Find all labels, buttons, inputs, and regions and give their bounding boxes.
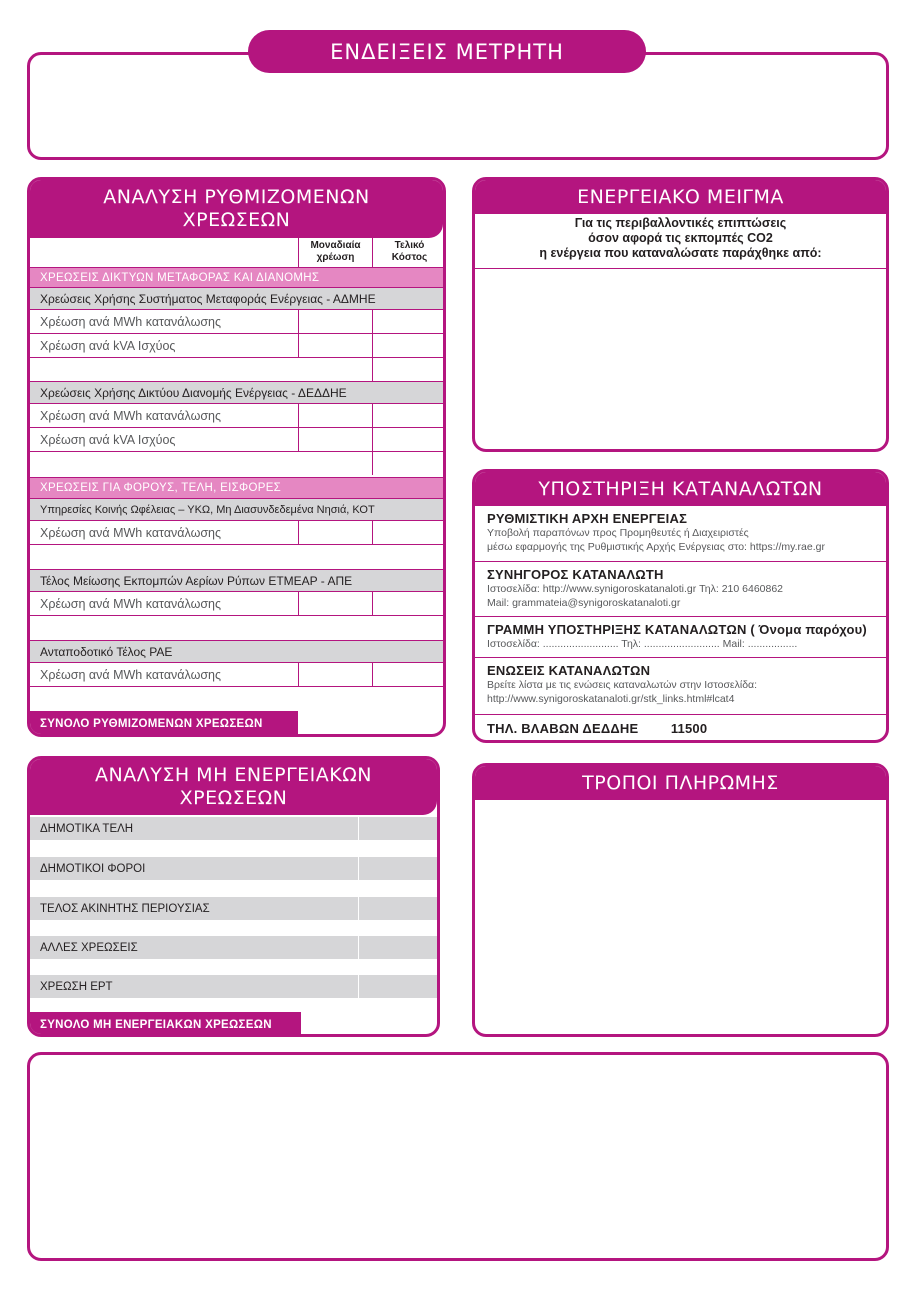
- ombudsman-block: [475, 567, 886, 610]
- non-energy-row: [30, 897, 437, 920]
- non-energy-item-label: ΧΡΕΩΣΗ ΕΡΤ: [40, 980, 113, 993]
- table-row: Χρέωση ανά MWh κατανάλωσης: [30, 403, 443, 427]
- hotline-title: ΓΡΑΜΜΗ ΥΠΟΣΤΗΡΙΞΗΣ ΚΑΤΑΝΑΛΩΤΩΝ ( Όνομα παρόχου): [487, 622, 867, 637]
- divider: [475, 714, 886, 715]
- notes-box: [27, 1052, 889, 1261]
- table-row: Χρέωση ανά MWh κατανάλωσης: [30, 520, 443, 544]
- regulated-total-label: ΣΥΝΟΛΟ ΡΥΘΜΙΖΟΜΕΝΩΝ ΧΡΕΩΣΕΩΝ: [30, 711, 298, 737]
- table-row-empty: [30, 357, 443, 381]
- non-energy-charges-panel: [27, 756, 440, 1037]
- non-energy-item-label: ΤΕΛΟΣ ΑΚΙΝΗΤΗΣ ΠΕΡΙΟΥΣΙΑΣ: [40, 902, 210, 915]
- table-row-empty: [30, 451, 443, 475]
- faults-line: [475, 720, 886, 738]
- section-distribution: Χρεώσεις Χρήσης Δικτύου Διανομής Ενέργειας - ΔΕΔΔΗΕ: [30, 381, 443, 403]
- energy-mix-panel: [472, 177, 889, 452]
- column-divider: [372, 520, 373, 544]
- rae-block: [475, 511, 886, 554]
- table-row-empty: [30, 544, 443, 569]
- column-divider: [358, 817, 359, 840]
- column-header-unit-charge: Μοναδιαία χρέωση: [310, 240, 361, 263]
- section-etmear: Τέλος Μείωσης Εκπομπών Αερίων Ρύπων ΕΤΜΕΑΡ - ΑΠΕ: [30, 569, 443, 591]
- section-rae-fee: Ανταποδοτικό Τέλος ΡΑΕ: [30, 640, 443, 662]
- ombudsman-text: Ιστοσελίδα: http://www.synigoroskatanaloti.gr Τηλ: 210 6460862: [487, 583, 784, 595]
- divider: [475, 268, 886, 269]
- non-energy-row: [30, 936, 437, 959]
- non-energy-title-line1: ΑΝΑΛΥΣΗ ΜΗ ΕΝΕΡΓΕΙΑΚΩΝ: [95, 764, 372, 786]
- unions-block: [475, 663, 886, 706]
- faults-number: 11500: [670, 721, 708, 736]
- divider: [475, 561, 886, 562]
- non-energy-total-label: ΣΥΝΟΛΟ ΜΗ ΕΝΕΡΓΕΙΑΚΩΝ ΧΡΕΩΣΕΩΝ: [30, 1012, 301, 1037]
- band-taxes: ΧΡΕΩΣΕΙΣ ΓΙΑ ΦΟΡΟΥΣ, ΤΕΛΗ, ΕΙΣΦΟΡΕΣ: [30, 477, 443, 498]
- regulated-charges-header: [30, 180, 443, 238]
- unions-title: ΕΝΩΣΕΙΣ ΚΑΤΑΝΑΛΩΤΩΝ: [487, 663, 651, 678]
- rae-text: Υποβολή παραπόνων προς Προμηθευτές ή Διαχειριστές: [487, 527, 749, 539]
- column-divider: [358, 897, 359, 920]
- column-divider: [298, 238, 299, 267]
- table-row-empty: [30, 615, 443, 640]
- regulated-charges-title-line1: ΑΝΑΛΥΣΗ ΡΥΘΜΙΖΟΜΕΝΩΝ: [103, 186, 370, 208]
- non-energy-header: [30, 759, 437, 815]
- table-row: Χρέωση ανά kVA Ισχύος: [30, 333, 443, 357]
- column-divider: [372, 309, 373, 381]
- column-divider: [298, 662, 299, 686]
- unions-text: Βρείτε λίστα με τις ενώσεις καταναλωτών στην Ιστοσελίδα:: [487, 679, 758, 691]
- column-divider: [372, 591, 373, 615]
- non-energy-item-label: ΑΛΛΕΣ ΧΡΕΩΣΕΙΣ: [40, 941, 138, 954]
- ombudsman-text: Mail: grammateia@synigoroskatanaloti.gr: [487, 597, 681, 609]
- meter-readings-title: ΕΝΔΕΙΞΕΙΣ ΜΕΤΡΗΤΗ: [248, 30, 646, 73]
- band-networks: ΧΡΕΩΣΕΙΣ ΔΙΚΤΥΩΝ ΜΕΤΑΦΟΡΑΣ ΚΑΙ ΔΙΑΝΟΜΗΣ: [30, 267, 443, 287]
- payment-methods-panel: [472, 763, 889, 1037]
- regulated-charges-title-line2: ΧΡΕΩΣΕΩΝ: [182, 209, 291, 231]
- regulated-charges-panel: [27, 177, 446, 737]
- table-row: Χρέωση ανά kVA Ισχύος: [30, 427, 443, 451]
- consumer-support-panel: [472, 469, 889, 743]
- divider: [475, 616, 886, 617]
- column-divider: [358, 936, 359, 959]
- table-row: Χρέωση ανά MWh κατανάλωσης: [30, 591, 443, 615]
- column-divider: [358, 975, 359, 998]
- column-divider: [358, 857, 359, 880]
- non-energy-row: [30, 975, 437, 998]
- section-transmission: Χρεώσεις Χρήσης Συστήματος Μεταφοράς Ενέργειας - ΑΔΜΗΕ: [30, 287, 443, 309]
- unions-text: http://www.synigoroskatanaloti.gr/stk_links.html#lcat4: [487, 693, 735, 705]
- energy-mix-description: Για τις περιβαλλοντικές επιπτώσεις όσον αφορά τις εκπομπές CO2 η ενέργεια που καταναλώσατε παράχθηκε από:: [539, 216, 822, 260]
- non-energy-row: [30, 817, 437, 840]
- column-divider: [372, 403, 373, 475]
- column-divider: [298, 591, 299, 615]
- energy-mix-header: ΕΝΕΡΓΕΙΑΚΟ ΜΕΙΓΜΑ: [475, 180, 886, 214]
- rae-text: μέσω εφαρμογής της Ρυθμιστικής Αρχής Ενέργειας στο: https://my.rae.gr: [487, 541, 825, 553]
- column-divider: [298, 403, 299, 451]
- divider: [475, 657, 886, 658]
- table-row: Χρέωση ανά MWh κατανάλωσης: [30, 662, 443, 686]
- column-divider: [298, 309, 299, 357]
- column-header-final-cost: Τελικό Κόστος: [391, 240, 428, 263]
- ombudsman-title: ΣΥΝΗΓΟΡΟΣ ΚΑΤΑΝΑΛΩΤΗ: [487, 567, 664, 582]
- non-energy-row: [30, 857, 437, 880]
- table-row: Χρέωση ανά MWh κατανάλωσης: [30, 309, 443, 333]
- hotline-block: [475, 622, 886, 651]
- non-energy-title-line2: ΧΡΕΩΣΕΩΝ: [179, 787, 288, 809]
- non-energy-item-label: ΔΗΜΟΤΙΚΑ ΤΕΛΗ: [40, 822, 134, 835]
- table-row-empty: [30, 686, 443, 711]
- non-energy-item-label: ΔΗΜΟΤΙΚΟΙ ΦΟΡΟΙ: [40, 862, 146, 875]
- payment-methods-header: ΤΡΟΠΟΙ ΠΛΗΡΩΜΗΣ: [475, 766, 886, 800]
- column-divider: [372, 238, 373, 267]
- column-divider: [372, 662, 373, 686]
- section-yko: Υπηρεσίες Κοινής Ωφέλειας – ΥΚΩ, Μη Διασυνδεδεμένα Νησιά, ΚΟΤ: [30, 498, 443, 520]
- hotline-text: Ιστοσελίδα: .......................... Τηλ: .......................... Mail: .................: [487, 638, 798, 650]
- column-divider: [298, 520, 299, 544]
- consumer-support-header: ΥΠΟΣΤΗΡΙΞΗ ΚΑΤΑΝΑΛΩΤΩΝ: [475, 472, 886, 506]
- rae-title: ΡΥΘΜΙΣΤΙΚΗ ΑΡΧΗ ΕΝΕΡΓΕΙΑΣ: [487, 511, 688, 526]
- faults-label: ΤΗΛ. ΒΛΑΒΩΝ ΔΕΔΔΗΕ: [487, 721, 639, 736]
